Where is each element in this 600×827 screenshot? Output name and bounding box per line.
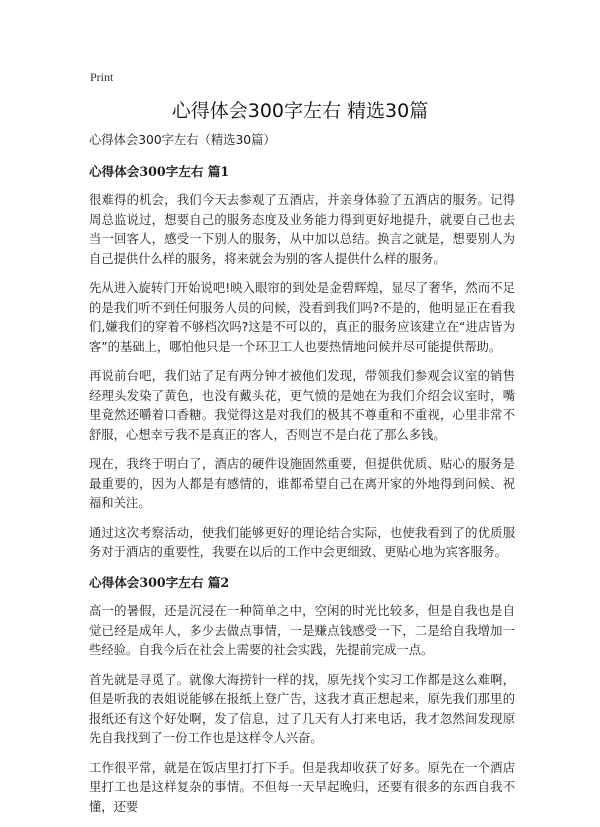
paragraph: 先从进入旋转门开始说吧!映入眼帘的到处是金碧辉煌，显尽了奢华，然而不足的是我们听不到任何服务人员的问候，没看到我们吗?不是的，他明显正在看我们,嫌我们的穿着不够档次吗?这是不可以的，真正的服务应该建立在“进店皆为客”的基础上，哪怕他只是一个环卫工人也要热情地问候并尽可能提供帮助。	[89, 281, 515, 354]
section-heading: 心得体会300字左右 篇2	[89, 574, 230, 590]
paragraph: 工作很平常，就是在饭店里打打下手。但是我却收获了好多。原先在一个酒店里打工也是这样复杂的事情。不但每一天早起晚归，还要有很多的东西自我不懂，还要	[89, 760, 515, 814]
print-label[interactable]: Print	[90, 70, 114, 84]
paragraph: 再说前台吧，我们站了足有两分钟才被他们发现，带领我们参观会议室的销售经理头发染了黄色，也没有戴头花，更气愤的是她在为我们介绍会议室时，嘴里竟然还嚼着口香糖。我觉得这是对我们的极其不尊重和不重视，心里非常不舒服，心想幸亏我不是真正的客人，否则岂不是白花了那么多钱。	[89, 369, 515, 442]
article-subtitle: 心得体会300字左右（精选30篇）	[89, 133, 276, 147]
paragraph: 通过这次考察活动，使我们能够更好的理论结合实际，也使我看到了的优质服务对于酒店的重要性，我要在以后的工作中会更细致、更贴心地为宾客服务。	[89, 525, 515, 559]
page-title: 心得体会300字左右 精选30篇	[171, 100, 429, 122]
section-heading: 心得体会300字左右 篇1	[89, 163, 230, 179]
paragraph: 首先就是寻觅了。就像大海捞针一样的找，原先找个实习工作都是这么难啊，但是听我的表姐说能够在报纸上登广告，这我才真正想起来，原先我们那里的报纸还有这个好处啊，发了信息，过了几天有人打来电话，我才忽然间发现原先自我找到了一份工作也是这样令人兴奋。	[89, 672, 515, 745]
paragraph: 现在，我终于明白了，酒店的硬件设施固然重要，但提供优质、贴心的服务是最重要的，因为人都是有感情的，谁都希望自己在离开家的外地得到问候、祝福和关注。	[89, 457, 515, 510]
paragraph: 很难得的机会，我们今天去参观了五酒店，并亲身体验了五酒店的服务。记得周总监说过，想要自己的服务态度及业务能力得到更好地提升，就要自己也去当一回客人，感受一下别人的服务，从中加以总结。换言之就是，想要别人为自己提供什么样的服务，将来就会为别的客人提供什么样的服务。	[89, 193, 515, 266]
paragraph: 高一的暑假，还是沉浸在一种简单之中，空闲的时光比较多，但是自我也是自觉已经是成年人，多少去做点事情，一是赚点钱感受一下，二是给自我增加一些经验。自我今后在社会上需要的社会实践，先提前完成一点。	[89, 604, 515, 657]
article-body	[89, 131, 515, 827]
